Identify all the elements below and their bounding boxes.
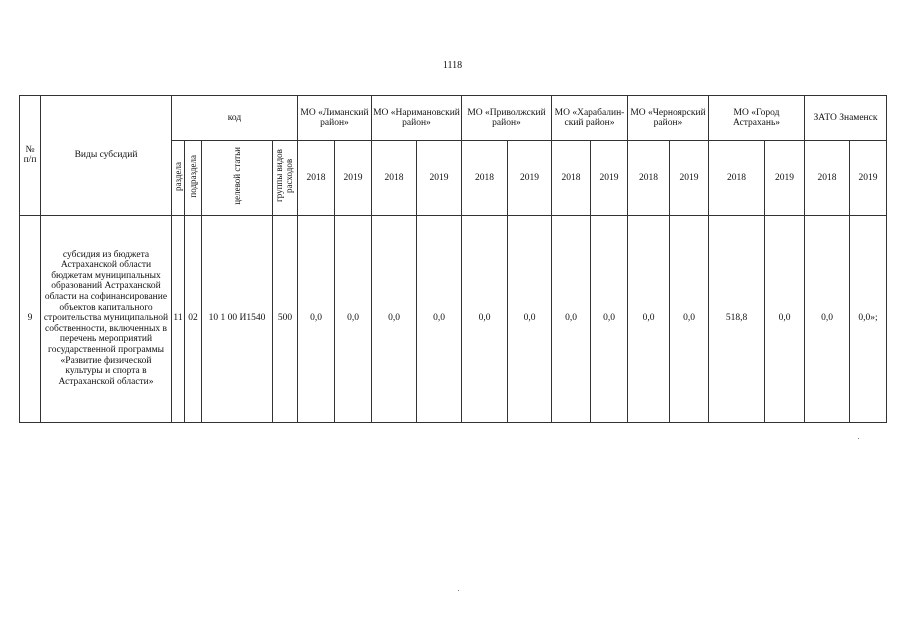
- header-types: Виды субсидий: [41, 96, 172, 216]
- header-num: № п/п: [20, 96, 41, 216]
- row-groups: 500: [273, 215, 298, 422]
- year-2019: 2019: [417, 141, 462, 216]
- header-code: код: [172, 96, 298, 141]
- row-subsection: 02: [185, 215, 202, 422]
- year-2019: 2019: [850, 141, 887, 216]
- header-region-astrakhan: МО «Город Астрахань»: [709, 96, 805, 141]
- page-number: 1118: [442, 60, 463, 71]
- header-region-chernoyarsky: МО «Черноярский район»: [628, 96, 709, 141]
- header-target: целевой статьи: [202, 141, 273, 216]
- header-region-limansky: МО «Лиманский район»: [298, 96, 372, 141]
- value-cell: 0,0: [335, 215, 372, 422]
- value-cell: 0,0: [372, 215, 417, 422]
- row-target: 10 1 00 И1540: [202, 215, 273, 422]
- year-2019: 2019: [508, 141, 552, 216]
- header-region-kharabalinsky: МО «Харабалин-ский район»: [552, 96, 628, 141]
- subsidies-table: [19, 95, 887, 423]
- value-cell: 0,0: [462, 215, 508, 422]
- value-cell: 0,0: [670, 215, 709, 422]
- row-description: субсидия из бюджета Астраханской области бюджетам муниципальных образований Астраханской области на софинансирование объектов капитального строительства муниципальной собственности, включенных в перечень мероприятий государственной программы «Развитие физической культуры и спорта в Астраханской области»: [41, 215, 172, 422]
- header-section: раздела: [172, 141, 185, 216]
- year-2019: 2019: [591, 141, 628, 216]
- year-2018: 2018: [372, 141, 417, 216]
- year-2018: 2018: [805, 141, 850, 216]
- scan-speck: [858, 438, 859, 439]
- value-cell: 0,0»;: [850, 215, 887, 422]
- header-groups: группы видов расходов: [273, 141, 298, 216]
- value-cell: 0,0: [552, 215, 591, 422]
- year-2019: 2019: [335, 141, 372, 216]
- header-subsection: подраздела: [185, 141, 202, 216]
- header-region-privolzhsky: МО «Приволжский район»: [462, 96, 552, 141]
- scan-speck: [458, 590, 459, 591]
- value-cell: 0,0: [417, 215, 462, 422]
- value-cell: 0,0: [591, 215, 628, 422]
- header-region-narimanovsky: МО «Наримановский район»: [372, 96, 462, 141]
- year-2018: 2018: [709, 141, 765, 216]
- value-cell: 0,0: [508, 215, 552, 422]
- year-2018: 2018: [552, 141, 591, 216]
- value-cell: 0,0: [765, 215, 805, 422]
- year-2019: 2019: [670, 141, 709, 216]
- year-2019: 2019: [765, 141, 805, 216]
- year-2018: 2018: [462, 141, 508, 216]
- year-2018: 2018: [298, 141, 335, 216]
- value-cell: 0,0: [298, 215, 335, 422]
- value-cell: 0,0: [628, 215, 670, 422]
- year-2018: 2018: [628, 141, 670, 216]
- header-region-znamensk: ЗАТО Знаменск: [805, 96, 887, 141]
- row-section: 11: [172, 215, 185, 422]
- value-cell: 0,0: [805, 215, 850, 422]
- value-cell: 518,8: [709, 215, 765, 422]
- row-num: 9: [20, 215, 41, 422]
